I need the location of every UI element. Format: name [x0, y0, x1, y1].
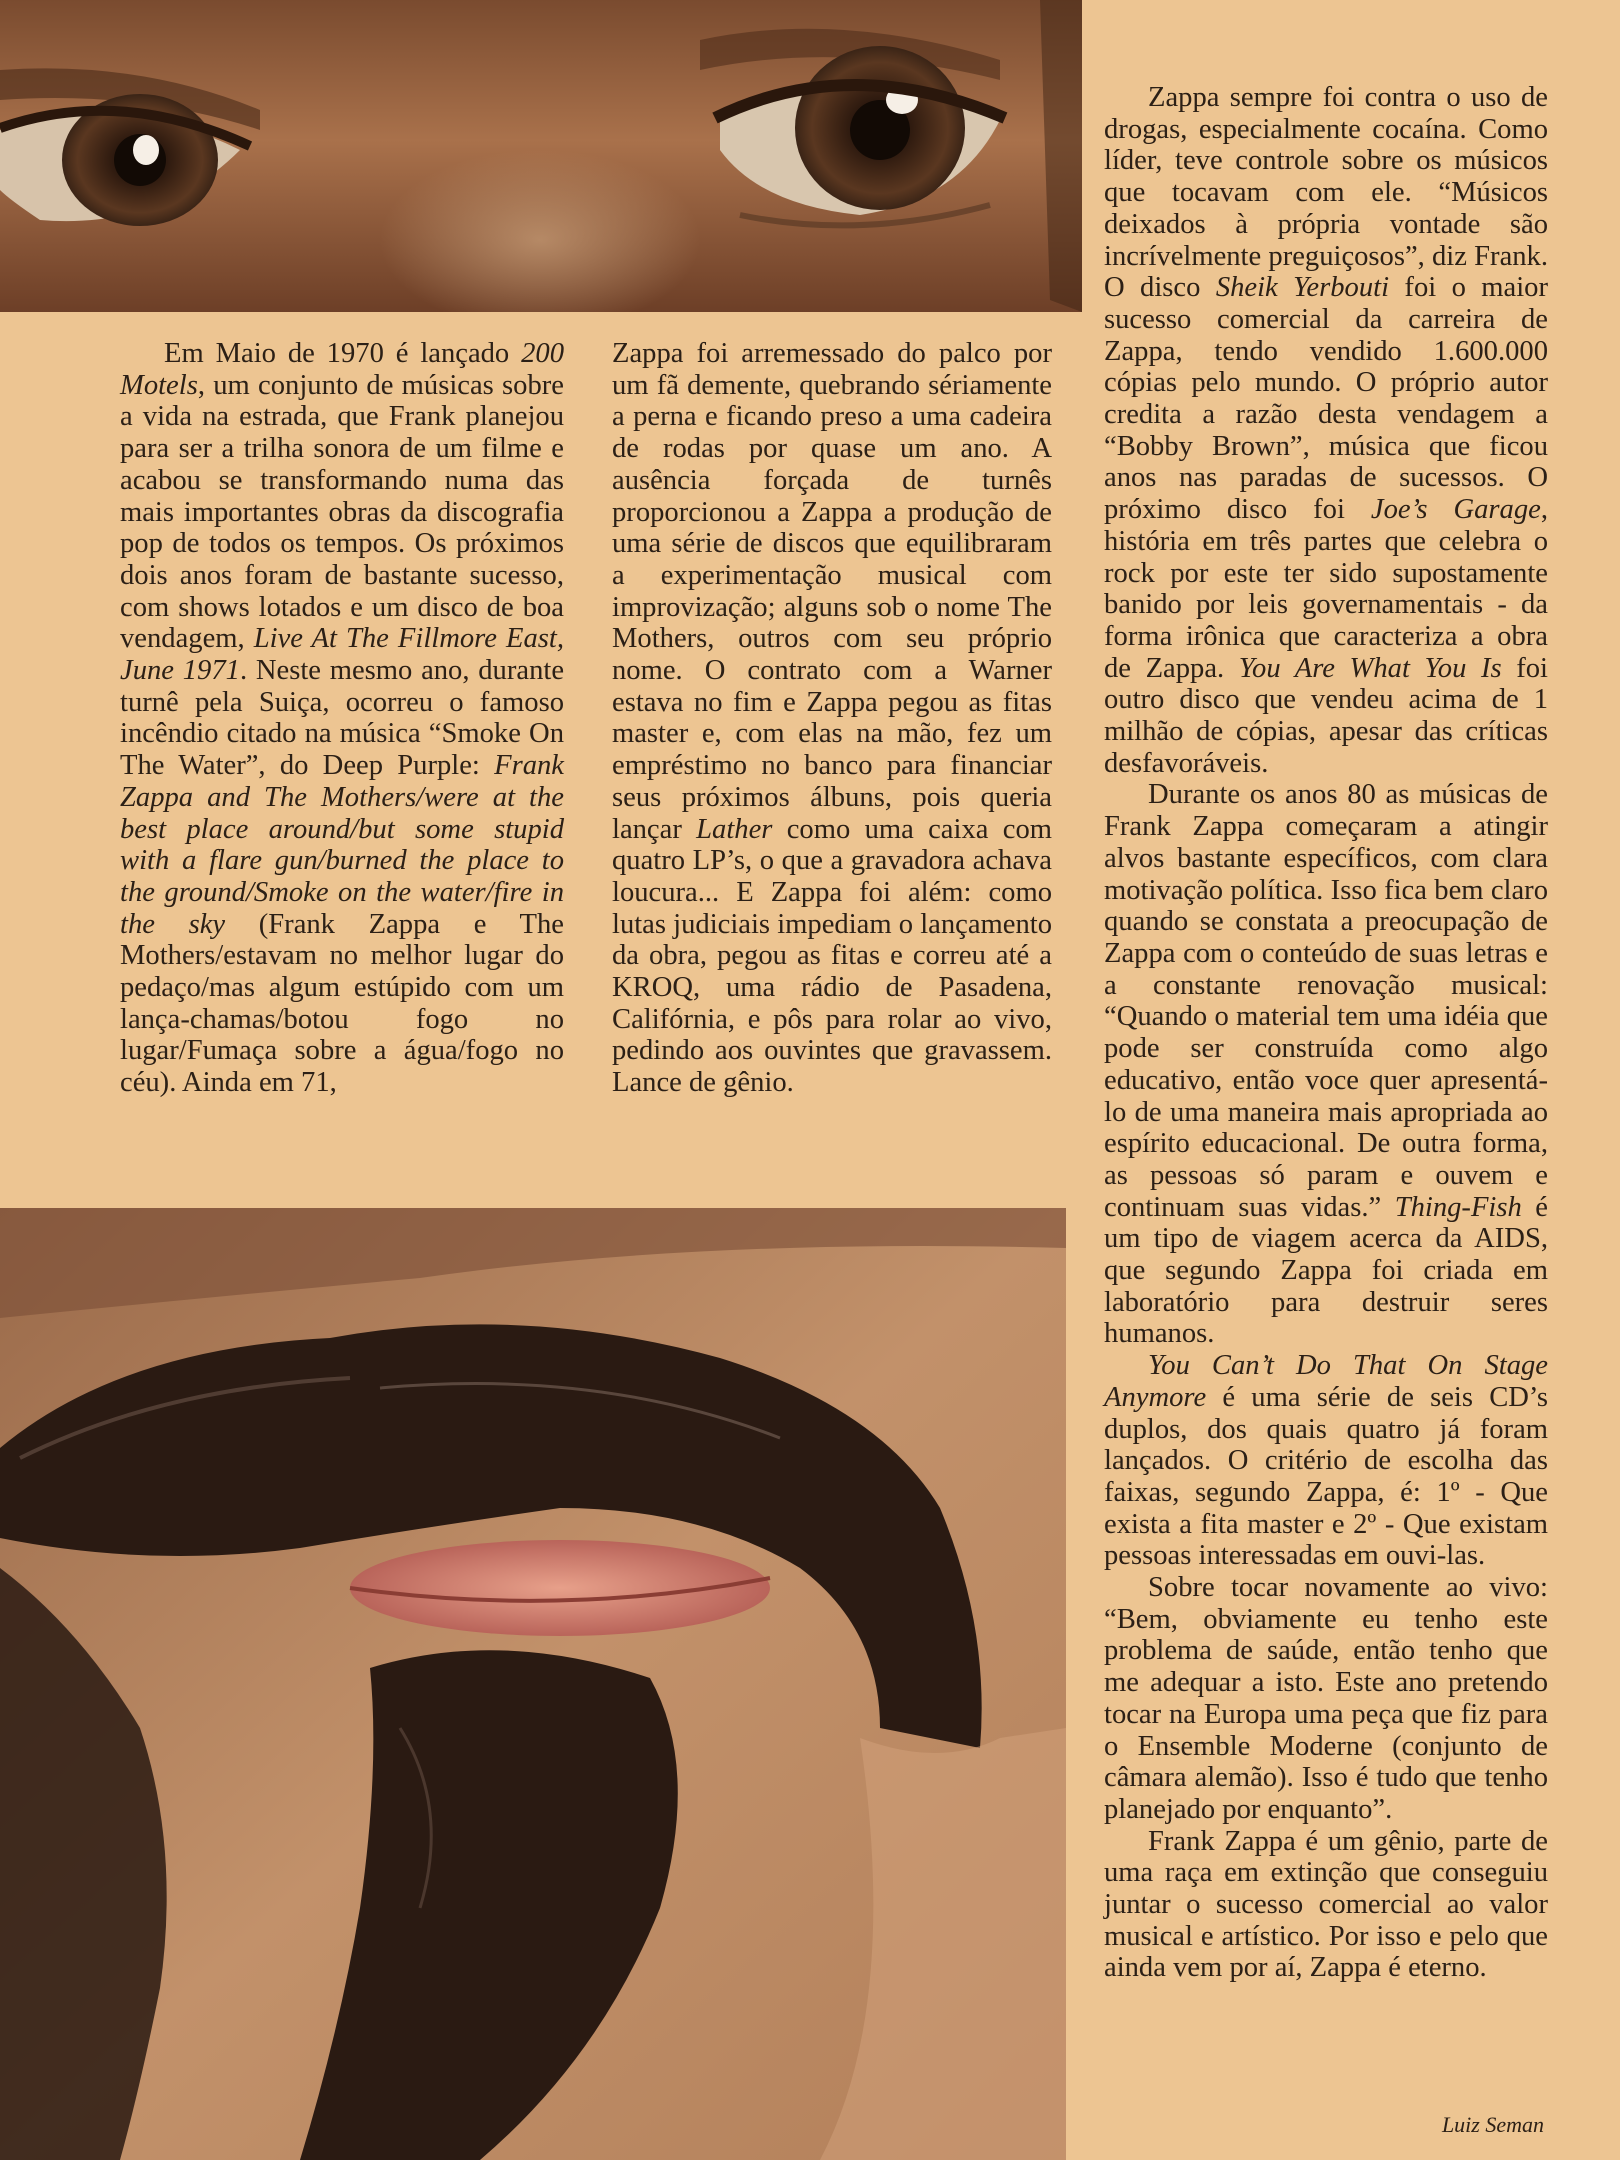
album-title: Lather — [696, 813, 773, 845]
eyes-photo-graphic — [0, 0, 1082, 312]
mustache-photo-graphic — [0, 1208, 1066, 2160]
album-title: Thing-Fish — [1394, 1191, 1522, 1223]
paragraph: Frank Zappa é um gênio, parte de uma raça em extinção que conseguiu juntar o sucesso comercial ao valor musical e artístico. Por isso e pelo que ainda vem por aí, Zappa é eterno. — [1104, 1825, 1548, 1984]
album-title: Live At The Fillmore East, June 1971 — [120, 623, 564, 687]
paragraph: You Can’t Do That On Stage Anymore é uma série de seis CD’s duplos, dos quais quatro já foram lançados. O critério de escolha das faixas, segundo Zappa, é: 1º - Que exista a fita master e 2º - Que existam pessoas interessadas em ouvi-las. — [1104, 1350, 1548, 1572]
album-title: 200 Motels — [120, 338, 564, 401]
song-lyrics: Frank Zappa and The Mothers/were at the best place around/but some stupid with a flare gun/burned the place to the ground/Smoke on the water/fire in the sky — [120, 750, 564, 940]
article-column-3 — [1104, 82, 1548, 1984]
article-column-2 — [612, 338, 1052, 1099]
album-title: You Can’t Do That On Stage Anymore — [1104, 1350, 1548, 1413]
author-byline: Luiz Seman — [1441, 2112, 1544, 2137]
eyes-photo — [0, 0, 1082, 312]
paragraph: Em Maio de 1970 é lançado 200 Motels, um conjunto de músicas sobre a vida na estrada, que Frank planejou para ser a trilha sonora de um filme e acabou se transformando numa das mais importantes obras da discografia pop de todos os tempos. Os próximos dois anos foram de bastante sucesso, com shows lotados e um disco de boa vendagem, Live At The Fillmore East, June 1971. Neste mesmo ano, durante turnê pela Suiça, ocorreu o famoso incêndio citado na música “Smoke On The Water”, do Deep Purple: Frank Zappa and The Mothers/were at the best place around/but some stupid with a flare gun/burned the place to the ground/Smoke on the water/fire in the sky (Frank Zappa e The Mothers/estavam no melhor lugar do pedaço/mas algum estúpido com um lança-chamas/botou fogo no lugar/Fumaça sobre a água/fogo no céu). Ainda em 71, — [120, 338, 565, 1099]
mustache-photo — [0, 1208, 1066, 2160]
album-title: Sheik Yerbouti — [1215, 272, 1390, 304]
album-title: Joe’s Garage — [1370, 494, 1541, 526]
article-column-1 — [120, 338, 564, 1099]
paragraph: Zappa sempre foi contra o uso de drogas, especialmente cocaína. Como líder, teve controle sobre os músicos que tocavam com ele. “Músicos deixados à própria vontade são incrívelmente preguiçosos”, diz Frank. O disco Sheik Yerbouti foi o maior sucesso comercial da carreira de Zappa, tendo vendido 1.600.000 cópias pelo mundo. O próprio autor credita a razão desta vendagem a “Bobby Brown”, música que ficou anos nas paradas de sucessos. O próximo disco foi Joe’s Garage, história em três partes que celebra o rock por este ter sido supostamente banido por leis governamentais - da forma irônica que caracteriza a obra de Zappa. You Are What You Is foi outro disco que vendeu acima de 1 milhão de cópias, apesar das críticas desfavoráveis. — [1104, 82, 1548, 779]
album-title: You Are What You Is — [1238, 652, 1502, 684]
paragraph: Zappa foi arremessado do palco por um fã demente, quebrando sériamente a perna e ficando preso a uma cadeira de rodas por quase um ano. A ausência forçada de turnês proporcionou a Zappa a produção de uma série de discos que equilibraram a experimentação musical com improvização; alguns sob o nome The Mothers, outros com seu próprio nome. O contrato com a Warner estava no fim e Zappa pegou as fitas master e, com elas na mão, fez um empréstimo no banco para financiar seus próximos álbuns, pois queria lançar Lather como uma caixa com quatro LP’s, o que a gravadora achava loucura... E Zappa foi além: como lutas judiciais impediam o lançamento da obra, pegou as fitas e correu até a KROQ, uma rádio de Pasadena, Califórnia, e pôs para rolar ao vivo, pedindo aos ouvintes que gravassem. Lance de gênio. — [612, 338, 1052, 1099]
paragraph: Sobre tocar novamente ao vivo: “Bem, obviamente eu tenho este problema de saúde, então tenho que me adequar a isto. Este ano pretendo tocar na Europa uma peça que fiz para o Ensemble Moderne (conjunto de câmara alemão). Isso é tudo que tenho planejado por enquanto”. — [1104, 1572, 1548, 1825]
paragraph: Durante os anos 80 as músicas de Frank Zappa começaram a atingir alvos bastante específicos, com clara motivação política. Isso fica bem claro quando se constata a preocupação de Zappa com o conteúdo de suas letras e a constante renovação musical: “Quando o material tem uma idéia que pode ser construída como algo educativo, então voce quer apresentá-lo de uma maneira mais apropriada ao espírito educacional. De outra forma, as pessoas só param e ouvem e continuam suas vidas.” Thing-Fish é um tipo de viagem acerca da AIDS, que segundo Zappa foi criada em laboratório para destruir seres humanos. — [1104, 779, 1548, 1350]
